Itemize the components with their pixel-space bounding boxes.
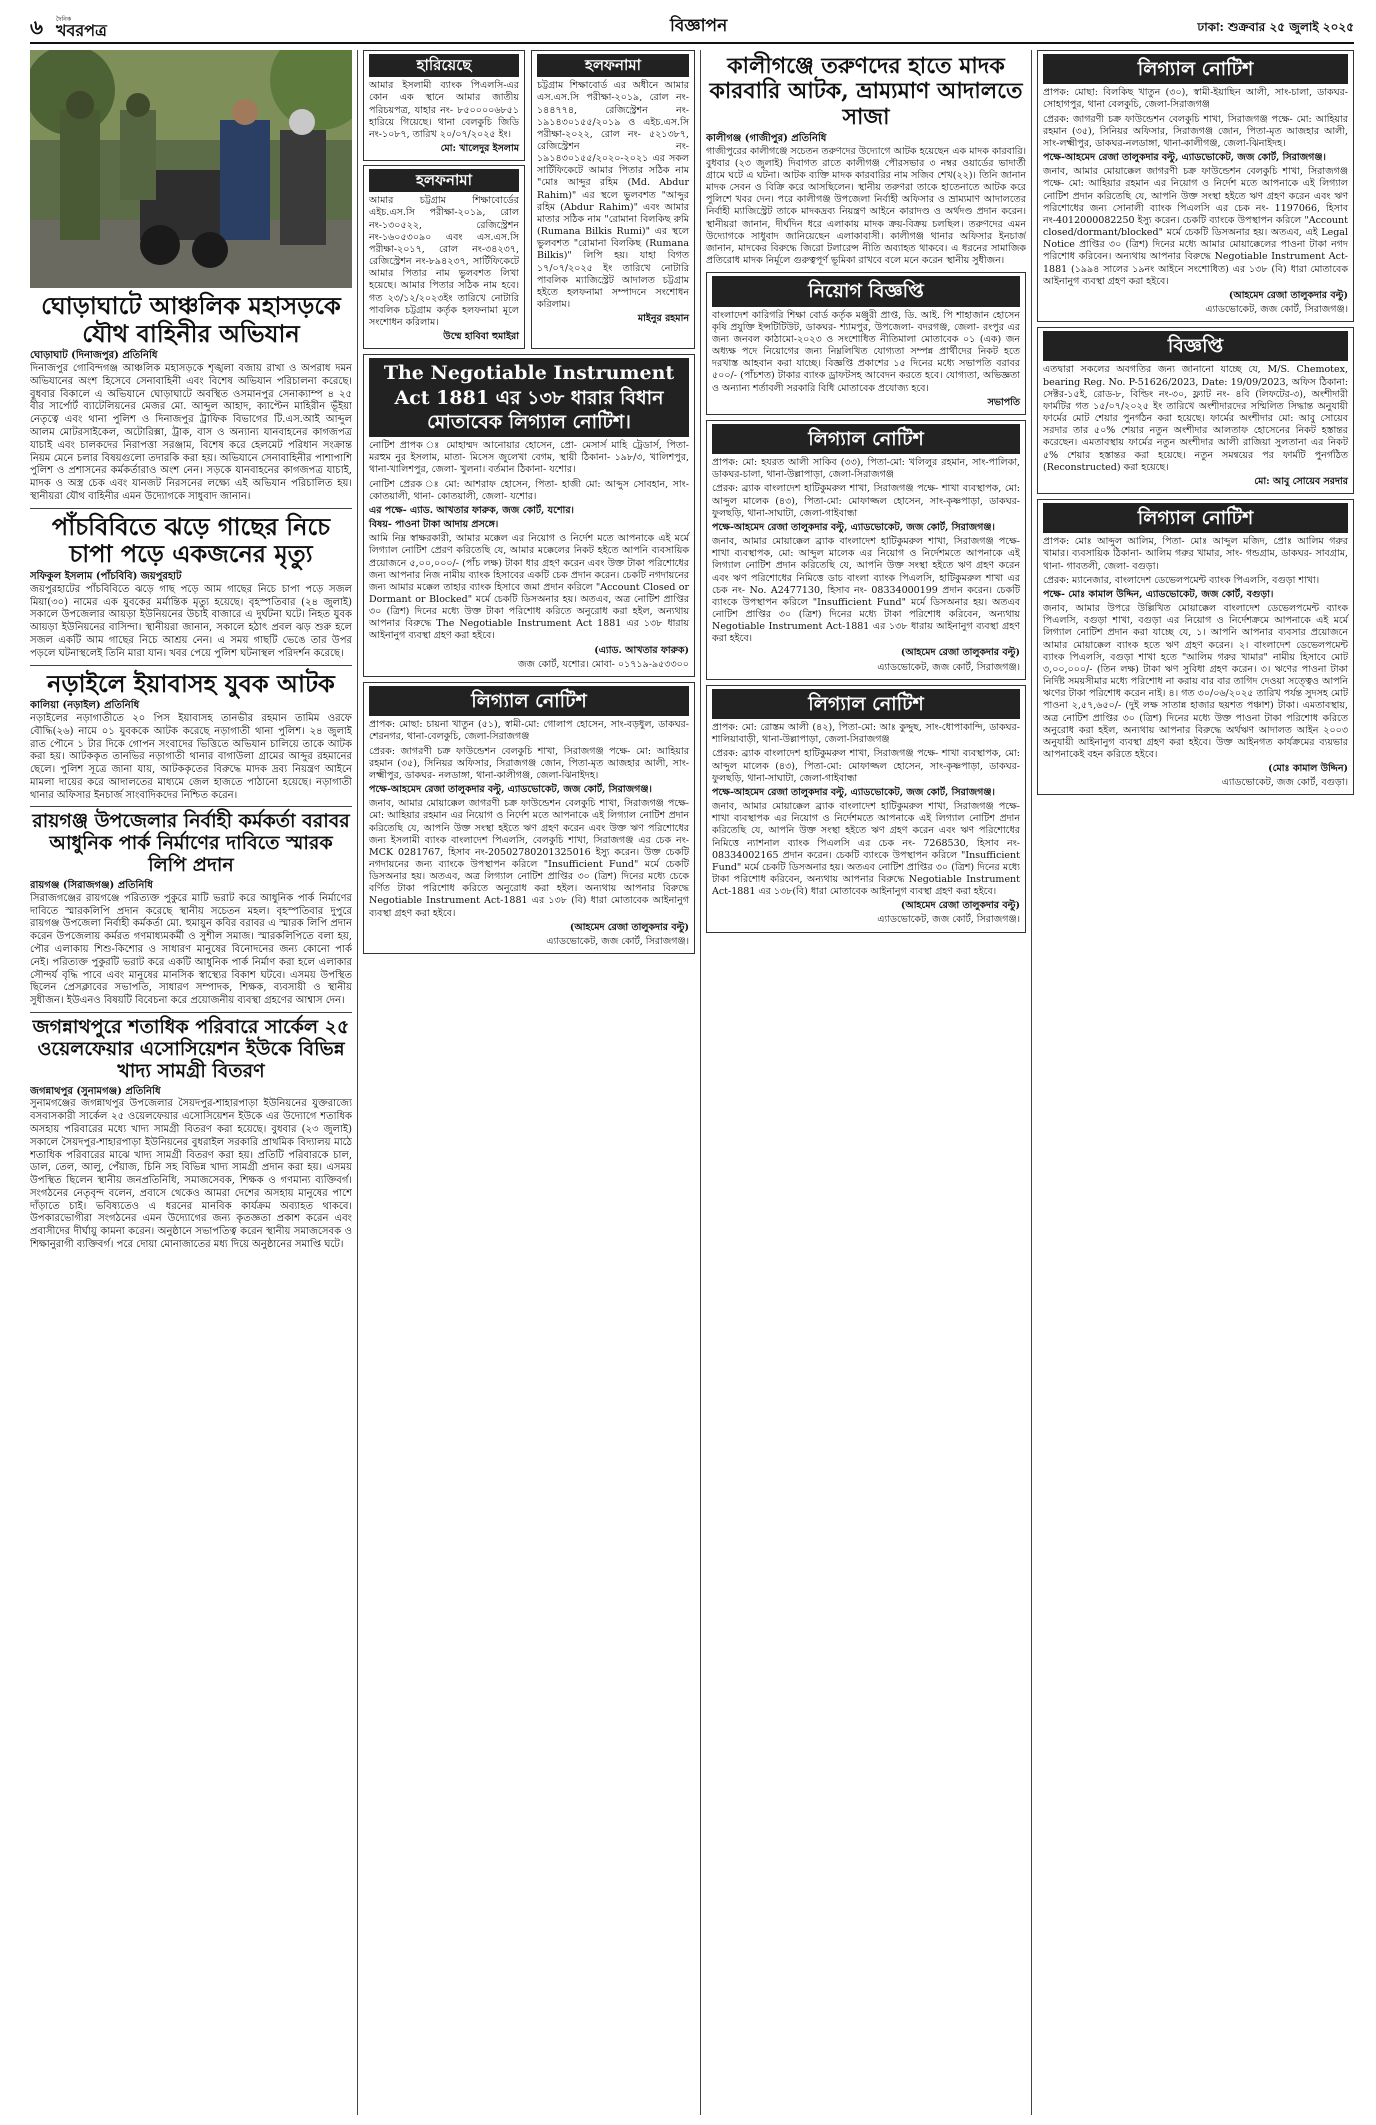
recruitment-notice [706,272,1026,415]
legal-4-lawyer: পক্ষে-আহমেদ রেজা তালুকদার বল্টু, এ্যাডভোকেট, জজ কোর্ট, সিরাজগঞ্জ। [1043,152,1326,164]
legal-3-signature: (আহমেদ রেজা তালুকদার বল্টু) [900,900,1020,912]
byline-narail: কালিয়া (নড়াইল) প্রতিনিধি [30,700,140,712]
public-notice-signature: মো: আবু সোয়েব সরদার [1254,475,1348,487]
divider [30,508,352,509]
nia-receiver: নোটিশ প্রাপক ঃ মোহাম্মদ আনোয়ার হোসেন, প্রো- মেসার্স মাহি ট্রেডার্স, পিতা- মরহুম নুর ইসলাম, মাতা- মিসেস জুলেখা বেগম, স্থায়ী ঠিকানা- ১৯৮/৩, খালিশপুর, থানা-খালিশপুর, জেলা- খুলনা। বর্তমান ঠিকানা- যশোর। [369,440,689,476]
divider [30,806,352,807]
nia-title: The Negotiable Instrument Act 1881 এর ১৩৮ ধারার বিধান মোতাবেক লিগ্যাল নোটিশ। [369,358,689,437]
column-2 [363,50,695,2115]
legal-5-receiver: প্রাপক: মোঃ আব্দুল আলিম, পিতা- মোঃ আব্দুল মজিদ, প্রোঃ আলিম গরুর খামার। ব্যবসায়িক ঠিকানা- আলিম গরুর খামার, সাং- গন্ডগ্রাম, ডাকঘর- সাবগ্রাম, থানা- গাবতলী, জেলা- বগুড়া। [1043,536,1348,572]
lost-notice-title: হারিয়েছে [369,54,519,77]
classified-row [363,50,695,349]
legal-1-receiver: প্রাপক: মোছা: চায়না খাতুন (৫১), স্বামী-মো: গোলাপ হোসেন, সাং-বড়ধুল, ডাকঘর- শেরনগর, থানা-বেলকুচি, জেলা-সিরাজগঞ্জ [369,719,689,743]
byline-panchbibi: সফিকুল ইসলাম (পাঁচবিবি) জয়পুরহাট [30,570,182,582]
affidavit-2-signature: মাইনুর রহমান [637,313,689,325]
lost-notice [363,50,525,161]
body-raiganj: সিরাজগঞ্জের রায়গঞ্জে পরিত্যক্ত পুকুরে মাটি ভরাট করে আধুনিক পার্ক নির্মাণের দাবিতে স্মারকলিপি প্রদান করেছে স্থানীয় সচেতন মহল। বৃহস্পতিবার দুপুরে রায়গঞ্জ উপজেলা নির্বাহী কর্মকর্তা মো. হুমায়ুন কবির বরাবর এ স্মারক লিপি প্রদান করেন উপজেলায় কর্মরত গণমাধ্যমকর্মী ও সুশীল সমাজ। স্মারকলিপিতে বলা হয়, পৌর এলাকায় শিশু-কিশোর ও সাধারণ মানুষের বিনোদনের জন্য কোনো পার্ক নেই। পরিত্যক্ত পুকুরটি ভরাট করে একটি আধুনিক পার্ক নির্মাণ করা হলে এলাকার সৌন্দর্য বৃদ্ধি পাবে এবং মানুষের মানসিক স্বাস্থ্যের বিকাশ ঘটবে। এসময় উপস্থিত ছিলেন প্রেসক্লাবের সভাপতি, সাধারণ সম্পাদক, শিক্ষক, ব্যবসায়ী ও স্থানীয় সুধীজন। ইউএনও বিষয়টি বিবেচনা করে প্রয়োজনীয় ব্যবস্থা গ্রহণের আশ্বাস দেন। [30,892,352,1007]
recruitment-body: বাংলাদেশ কারিগরি শিক্ষা বোর্ড কর্তৃক মঞ্জুরী প্রাপ্ত, ডি. আই. পি শাহাজান হোসেন কৃষি প্রযুক্তি ইন্সটিটিউট, ডাকঘর- শ্যামপুর, উপজেলা- বদরগঞ্জ, জেলা- রংপুর এর জন্য জনবল কাঠামো-২০২৩ ও সংশোধিত নীতিমালা মোতাবেক ০১ (এক) জন অধ্যক্ষ পদে নিয়োগের জন্য নিম্নলিখিত যোগ্যতা সম্পন্ন প্রার্থীদের নিকট হতে দরখাস্ত আহবান করা যাচ্ছে। বিজ্ঞপ্তি প্রকাশের ১৫ দিনের মধ্যে সভাপতি বরাবর ৫০০/- (পাঁচশত) টাকার ব্যাংক ড্রাফটসহ আবেদন করতে হবে। যোগ্যতা, অভিজ্ঞতা ও অন্যান্য শর্তাবলী সরকারি বিধি মোতাবেক প্রযোজ্য হবে। [712,309,1020,394]
affidavit-notice-1 [363,165,525,349]
body-narail: নড়াইলের নড়াগাতীতে ২০ পিস ইয়াবাসহ তানভীর রহমান তামিম ওরফে বৌদ্ধি(২৬) নামে ০১ যুবককে আটক করেছে নড়াগাতী থানা পুলিশ। ২৪ জুলাই রাত পৌনে ১ টার দিকে গোপন সংবাদের ভিত্তিতে অভিযান চালিয়ে তাকে আটক করা হয়। আটককৃত তানভির নড়াগাতী থানার বাগাউলা গ্রামের আব্দুর রহমানের ছেলে। পুলিশ সূত্রে জানা যায়, আটককৃতের বিরুদ্ধে মাদক দ্রব্য নিয়ন্ত্রণ আইনে মামলা দায়ের করে আদালতের মাধ্যমে জেল হাজতে পাঠানো হয়েছে। নড়াগাতী থানার অফিসার ইনচার্জ সাংবাদিকদের নিশ্চিত করেন। [30,712,352,801]
legal-4-sender: প্রেরক: জাগরণী চক্র ফাউন্ডেশন বেলকুচি শাখা, সিরাজগঞ্জ পক্ষে- মো: আহিয়ার রহমান (৩৫), সিনিয়র অফিসার, সিরাজগঞ্জ জোন, পিতা-মৃত আজহার আলী, সাং-লক্ষ্মীপুর, ডাকঘর-নলডাঙ্গা, থানা-কালীগঞ্জ, জেলা-ঝিনাইদহ। [1043,113,1348,149]
recruitment-signature: সভাপতি [987,396,1020,408]
section-title: বিজ্ঞাপন [670,16,728,36]
body-panchbibi: জয়পুরহাটের পাঁচবিবিতে ঝড়ে গাছ পড়ে আম গাছের নিচে চাপা পড়ে সজল মিয়া(৩০) নামের এক যুবকের মর্মান্তিক মৃত্যু হয়েছে। বৃহস্পতিবার (২৪ জুলাই) সকালে উপজেলার আয়ড়া ইউনিয়নের উচাই বাজারে এ দুর্ঘটনা ঘটে। নিহত যুবক আয়ড়া ইউনিয়নের বাসিন্দা। স্থানীয়রা জানান, সকালে হঠাৎ প্রবল ঝড় শুরু হলে সজল একটি আম গাছের নিচে আশ্রয় নেন। এ সময় গাছটি ভেঙে তার উপর পড়লে ঘটনাস্থলেই তিনি মারা যান। খবর পেয়ে পুলিশ ঘটনাস্থল পরিদর্শন করেছে। [30,583,352,659]
legal-1-title: লিগ্যাল নোটিশ [369,686,689,716]
headline-kaliganj: কালীগঞ্জে তরুণদের হাতে মাদক কারবারি আটক, ভ্রাম্যমাণ আদালতে সাজা [709,53,1023,130]
nia-signature-detail: জজ কোর্ট, যশোর। মোবা- ০১৭১৯-৯৫৩৩০০ [517,658,689,670]
columns [30,50,1354,2115]
masthead [30,14,1354,44]
legal-3-receiver: প্রাপক: মো: রোস্তম আলী (৪২), পিতা-মো: আঃ কুদ্দুছ, সাং-ধোপাকান্দি, ডাকঘর-শালিয়াবাড়ী, থানা-উল্লাপাড়া, জেলা-সিরাজগঞ্জ [712,722,1020,746]
legal-1-lawyer: পক্ষে-আহমেদ রেজা তালুকদার বল্টু, এ্যাডভোকেট, জজ কোর্ট, সিরাজগঞ্জ। [369,784,652,796]
legal-2-title: লিগ্যাল নোটিশ [712,424,1020,454]
body-ghoraghat: দিনাজপুর গোবিন্দগঞ্জ আঞ্চলিক মহাসড়কে শৃঙ্খলা বজায় রাখা ও অপরাধ দমন অভিযানের অংশ হিসেবে সেনাবাহিনী এবং বিশেষ অভিযান পরিচালনা করেছে। বুধবার বিকালে এ অভিযানে ঘোড়াঘাটে অবস্থিত ওসমানপুর সেনাক্যাম্প ৪ ২৫ বীর সার্পোর্ট ব্যাটেলিয়নের মেজর মো. আব্দুল আহাদ, ক্যাপ্টেন মাহিরীন ভূঁইয়া নেতৃত্বে এবং থানা পুলিশ ও দিনাজপুর ট্রাফিক বিভাগের টি.এস.আই আব্দুল আলম মোটরসাইকেল, অটোরিক্সা, ট্রাক, বাস ও অন্যান্য যানবাহনের কাগজপত্র যাচাই এবং চালকদের নিরাপত্তা সরঞ্জাম, বিশেষ করে হেলমেট পরিধান সংক্রান্ত নিয়ম মেনে চলার বিষয়গুলো তদারকি করা হয়। অভিযানে সেনাবাহিনীর পাশাপাশি পুলিশ ও প্রশাসনের কর্মকর্তারাও অংশ নেন। সড়কে যানবাহনের কাগজপত্র যাচাই, মাদক ও অস্ত্র চেক এবং যানজট নিরসনের লক্ষ্যে এই অভিযান পরিচালিত হয়। স্থানীয়রা যৌথ বাহিনীর এমন উদ্যোগকে সাধুবাদ জানান। [30,362,352,502]
affidavit-2-body: চট্টগ্রাম শিক্ষাবোর্ড এর অধীনে আমার এস.এস.সি পরীক্ষা-২০১৯, রোল নং- ১৪৪৭৭৪, রেজিস্ট্রেশন নং- ১৯১৪৩০১৫৫/২০১৯ ও এইচ.এস.সি পরীক্ষা-২০২২, রোল নং- ৫২১৩৮৭, রেজিস্ট্রেশন নং- ১৯১৪৩০১৫৫/২০২০-২০২১ এর সকল সার্টিফিকেটে আমার পিতার সঠিক নাম "মোঃ আব্দুর রহিম (Md. Abdur Rahim)" এর স্থলে ভুলবশত "আব্দুর রহিম (Abdur Rahim)" এবং আমার মাতার সঠিক নাম "রোমানা বিলকিছ রুমি (Rumana Bilkis Rumi)" এর স্থলে ভুলবশত "রোমানা বিলকিছ (Rumana Bilkis)" লিপি হয়। যাহা বিগত ১৭/০৭/২০২৫ ইং তারিখে নোটারি পাবলিক ম্যাজিস্ট্রেট আদালত চট্টগ্রাম হইতে হলফনামা সম্পাদনে সংশোধন করিলাম। [537,80,689,310]
legal-5-signature: (মোঃ কামাল উদ্দিন) [1268,763,1348,775]
public-notice [1037,327,1354,494]
logo-top: দৈনিক [56,16,72,23]
affidavit-1-body: আমার চট্টগ্রাম শিক্ষাবোর্ডের এইচ.এস.সি পরীক্ষা-২০১৯, রোল নং-১৩০৫২২, রেজিস্ট্রেশন নং-১৬০৫৩০৯০ এবং এস.এস.সি পরীক্ষা-২০১৭, রোল নং-৩৪২৩৭, রেজিস্ট্রেশন নং-৮৯৪২৩৭, সার্টিফিকেটে আমার পিতার নাম ভুলবশত লিখা হয়েছে। আমার পিতার সঠিক নাম হবে। গত ২৩/১২/২০২৩ইং তারিখে নোটারি পাবলিক চট্টগ্রাম কর্তৃক হলফনামা মূলে সংশোধন করিলাম। [369,195,519,328]
legal-5-lawyer: পক্ষে- মোঃ কামাল উদ্দিন, এ্যাডভোকেট, জজ কোর্ট, বগুড়া। [1043,588,1274,600]
column-4 [1037,50,1354,2115]
legal-notice-1 [363,682,695,954]
legal-5-signature-detail: এ্যাডভোকেট, জজ কোর্ট, বগুড়া। [1221,777,1348,789]
legal-2-signature-detail: এ্যাডভোকেট, জজ কোর্ট, সিরাজগঞ্জ। [877,661,1020,673]
logo-main: খবরপত্র [56,21,107,40]
legal-3-signature-detail: এ্যাডভোকেট, জজ কোর্ট, সিরাজগঞ্জ। [877,914,1020,926]
legal-5-title: লিগ্যাল নোটিশ [1043,503,1348,533]
photo-joint-forces-checkpoint [30,50,352,288]
byline-kaliganj: কালীগঞ্জ (গাজীপুর) প্রতিনিধি [706,132,827,144]
nia-signature: (এ্যাড. আখতার ফারুক) [594,644,689,656]
lost-notice-body: আমার ইসলামী ব্যাংক পিএলসি-এর কোন এক স্থানে আমার জাতীয় পরিচয়পত্র, যাহার নং- ৮৫০০০০৬৮৫১ হারিয়ে গিয়েছে। থানা বেলকুচি জিডি নং-১০৮৭, তারিখ ২০/০৭/২০২৫ ইং। [369,80,519,140]
legal-3-lawyer: পক্ষে-আহমেদ রেজা তালুকদার বল্টু, এ্যাডভোকেট, জজ কোর্ট, সিরাজগঞ্জ। [712,786,995,798]
affidavit-1-signature: উম্মে হাবিবা হুমাইরা [443,331,519,343]
headline-jagannathpur: জগন্নাথপুরে শতাধিক পরিবারে সার্কেল ২৫ ওয়েলফেয়ার এসোসিয়েশন ইউকে বিভিন্ন খাদ্য সামগ্রী বিতরণ [32,1015,350,1082]
dateline: ঢাকা: শুক্রবার ২৫ জুলাই ২০২৫ [1197,20,1354,34]
nia-body: আমি নিম্ন স্বাক্ষরকারী, আমার মক্কেল এর নিয়োগ ও নির্দেশ মতে আপনাকে এই মর্মে লিগ্যাল নোটিশ প্রেরণ করিতেছি যে, আমার মক্কেলের নিকট হইতে আপনি ব্যবসায়িক প্রয়োজনে ৫,০০,০০০/- (পাঁচ লক্ষ) টাকা ধার গ্রহণ করেন এবং উক্ত টাকা পরিশোধের জন্য আপনার নিজ নামীয় ব্যাংক হিসাবের একটি চেক প্রদান করেন। চেকটি নগদায়নের জন্য আমার মক্কেল তাহার ব্যাংক হিসাবে জমা প্রদান করিলে "Account Closed or Dormant or Blocked" মর্মে চেকটি ডিসঅনার হয়। অতএব, অত্র নোটিশ প্রাপ্তির ৩০ (ত্রিশ) দিনের মধ্যে উক্ত টাকা পরিশোধ করিতে অনুরোধ করা হইল, অন্যথায় আপনার বিরুদ্ধে The Negotiable Instrument Act 1881 এর ১৩৮ ধারায় আইনানুগ ব্যবস্থা গ্রহণ করা হইবে। [369,533,689,642]
legal-notice-5 [1037,499,1354,795]
column-3 [706,50,1026,2115]
public-notice-body: এতদ্বারা সকলের অবগতির জন্য জানানো যাচ্ছে যে, M/S. Chemotex, bearing Reg. No. P-51626/2023, Date: 19/09/2023, অফিস ঠিকানা: সেক্টর-১৫ই, রোড-৮, বিল্ডিং নং-৩০, ফ্ল্যাট নং- ৪বি (লিফটের-৩), অংশীদারী ফার্মটির গত ১৫/০৭/২০২৫ ইং তারিখে অংশীদারদের সম্মিলিত সিদ্ধান্ত অনুযায়ী ফার্মের মোট শেয়ার পুনর্গঠন করা হয়েছে। ফার্মের অংশীদার মো: আবু সোয়েব সরদার তার ৫০% শেয়ার নতুন অংশীদার আলতাফ হোসেনের নিকট হস্তান্তর করেছেন। এমতাবস্থায় ফার্মের নতুন অংশীদার আলী রাজিয়া সুলতানা এর নিকট ৫% শেয়ার হস্তান্তর করা হয়েছে। নতুন সমন্বয়ের পর ফার্মটি পুনর্গঠিত (Reconstructed) করা হয়েছে। [1043,364,1348,473]
news-photo [30,50,352,288]
nia-sender: নোটিশ প্রেরক ঃ মো: আশরাফ হোসেন, পিতা- হাজী মো: আব্দুস সোবহান, সাং- কোতয়ালী, থানা- কোতয়ালী, জেলা- যশোর। [369,478,689,502]
left-classifieds [363,50,525,349]
legal-1-body: জনাব, আমার মোয়াক্কেল জাগরণী চক্র ফাউন্ডেশন বেলকুচি শাখা, সিরাজগঞ্জ পক্ষে- মো: আহিয়ার রহমান এর নিয়োগ ও নির্দেশ মতে আপনাকে এই লিগ্যাল নোটিশ প্রদান করিতেছি যে, আপনি উক্ত সংস্থা হইতে ঋণ গ্রহণ করেন এবং উক্ত ঋণ পরিশোধের জন্য ইসলামী ব্যাংক বাংলাদেশ পিএলসি, বেলকুচি শাখা, সিরাজগঞ্জ এর চেক নং- MCK 0281767, হিসাব নং-20502780201325016 ইস্যু করেন। উক্ত চেকটি নগদায়নের জন্য ব্যাংকে উপস্থাপন করিলে "Insufficient Fund" মর্মে চেকটি ডিসঅনার হয়। অতএব, অত্র লিগ্যাল নোটিশ প্রাপ্তির ৩০ (ত্রিশ) দিনের মধ্যে চেকে বর্ণিত টাকা পরিশোধ করিতে অনুরোধ করা হইল। অন্যথায় আপনার বিরুদ্ধে Negotiable Instrument Act-1881 এর ১৩৮ (বি) ধারা মোতাবেক আইনানুগ ব্যবস্থা গ্রহণ করা হইবে। [369,798,689,919]
lost-notice-signature: মো: খালেদুর ইসলাম [440,142,519,154]
legal-1-sender: প্রেরক: জাগরণী চক্র ফাউন্ডেশন বেলকুচি শাখা, সিরাজগঞ্জ পক্ষে- মো: আহিয়ার রহমান (৩৫), সিনিয়র অফিসার, সিরাজগঞ্জ জোন, পিতা-মৃত আজহার আলী, সাং-লক্ষ্মীপুর, ডাকঘর- নলডাঙ্গা, থানা-কালীগঞ্জ, জেলা-ঝিনাইদহ। [369,745,689,781]
column-rule [1031,50,1032,2115]
legal-2-receiver: প্রাপক: মো: হযরত আলী সাকিব (৩৩), পিতা-মো: খলিলুর রহমান, সাং-পালিকা, ডাকঘর-চালা, থানা-উল্লাপাড়া, জেলা-সিরাজগঞ্জ [712,457,1020,481]
divider [30,665,352,666]
legal-4-body: জনাব, আমার মোয়াক্কেল জাগরণী চক্র ফাউন্ডেশন বেলকুচি শাখা, সিরাজগঞ্জ পক্ষে- মো: আহিয়ার রহমান এর নিয়োগ ও নির্দেশ মতে আপনাকে এই লিগ্যাল নোটিশ প্রদান করিতেছি যে, আপনি উক্ত সংস্থা হইতে ঋণ গ্রহণ করেন এবং ঋণ পরিশোধের জন্য সোনালী ব্যাংক পিএলসি এর চেক নং- 1197066, হিসাব নং-4012000082250 ইস্যু করেন। চেকটি ব্যাংকে উপস্থাপন করিলে "Account closed/dormant/blocked" মর্মে চেকটি ডিসঅনার হয়। অতএব, এই Legal Notice প্রাপ্তির ৩০ (ত্রিশ) দিনের মধ্যে আমার মোয়াক্কেলের পাওনা টাকা নগদ পরিশোধ করিবেন। অন্যথায় আপনার বিরুদ্ধে Negotiable Instrument Act-1881 (১৯৯৪ সালের ১৯নং আইনে সংশোধিত) এর ১৩৮ (বি) ধারা মোতাবেক আইনানুগ ব্যবস্থা গ্রহণ করা হইবে। [1043,166,1348,287]
legal-4-signature: (আহমেদ রেজা তালুকদার বল্টু) [1228,289,1348,301]
legal-2-body: জনাব, আমার মোয়াক্কেল ব্র্যাক বাংলাদেশ হাটিকুমরুল শাখা, সিরাজগঞ্জ পক্ষে- শাখা ব্যবস্থাপক, মো: আব্দুল মালেক এর নিয়োগ ও নির্দেশমতে আপনাকে এই লিগ্যাল নোটিশ প্রদান করিতেছি যে, আপনি উক্ত সংস্থা হইতে ঋণ গ্রহণ করেন এবং ঋণ পরিশোধের নিমিত্তে ডাচ বাংলা ব্যাংক পিএলসি, হাটিকুমরুল শাখা এর চেক নং- No. A2477130, হিসাব নং- 08334000199 প্রদান করেন। চেকটি ব্যাংকে উপস্থাপন করিলে "Insufficient Fund" মর্মে ডিসঅনার হয়। অতএব নোটিশ প্রাপ্তির ৩০ (ত্রিশ) দিনের মধ্যে টাকা পরিশোধ করিবেন, অন্যথায় Negotiable Instrument Act-1881 এর ১৩৮ ধারায় আইনানুগ ব্যবস্থা গ্রহণ করা হইবে। [712,536,1020,645]
headline-raiganj: রায়গঞ্জ উপজেলার নির্বাহী কর্মকর্তা বরাবর আধুনিক পার্ক নির্মাণের দাবিতে স্মারক লিপি প্রদান [32,810,350,877]
column-1 [30,50,352,2115]
column-rule [357,50,358,2115]
legal-2-signature: (আহমেদ রেজা তালুকদার বল্টু) [900,647,1020,659]
byline-raiganj: রায়গঞ্জ (সিরাজগঞ্জ) প্রতিনিধি [30,880,153,892]
body-jagannathpur: সুনামগঞ্জের জগন্নাথপুর উপজেলার সৈয়দপুর-শাহারপাড়া ইউনিয়নের যুক্তরাজ্যে বসবাসকারী সার্কেল ২৫ ওয়েলফেয়ার এসোসিয়েশন ইউকে এর উদ্যোগে শতাধিক অসহায় পরিবারের মধ্যে খাদ্য সামগ্রী বিতরণ করা হয়েছে। বুধবার (২৩ জুলাই) সকালে সৈয়দপুর-শাহারপাড়া ইউনিয়নের বুধরাইল সরকারি প্রাথমিক বিদ্যালয় মাঠে শতাধিক পরিবারের মাঝে খাদ্য সামগ্রী বিতরণ করা হয়। প্রতিটি পরিবারকে চাল, ডাল, তেল, আলু, পেঁয়াজ, চিনি সহ বিভিন্ন খাদ্য সামগ্রী প্রদান করা হয়। এসময় উপস্থিত ছিলেন স্থানীয় জনপ্রতিনিধি, সমাজসেবক, শিক্ষক ও গণমান্য ব্যক্তিবর্গ। সংগঠনের নেতৃবৃন্দ বলেন, প্রবাসে থেকেও আমরা দেশের অসহায় মানুষের পাশে দাঁড়াতে চাই। ভবিষ্যতেও এ ধরনের মানবিক কার্যক্রম অব্যাহত থাকবে। উপকারভোগীরা সংগঠনের এমন উদ্যোগের জন্য কৃতজ্ঞতা প্রকাশ করেন এবং প্রবাসীদের দীর্ঘায়ু কামনা করেন। অনুষ্ঠানে সভাপতিত্ব করেন স্থানীয় সমাজসেবক ও শিক্ষানুরাগী ব্যক্তিবর্গ। পরে দোয়া মোনাজাতের মধ্য দিয়ে অনুষ্ঠানের সমাপ্তি ঘটে। [30,1098,352,1251]
legal-1-signature-detail: এ্যাডভোকেট, জজ কোর্ট, সিরাজগঞ্জ। [546,935,689,947]
affidavit-2-title: হলফনামা [537,54,689,77]
legal-4-receiver: প্রাপক: মোছা: বিলকিছ খাতুন (৩০), স্বামী-ইয়াছিন আলী, সাং-চালা, ডাকঘর-সোহাগপুর, থানা বেলকুচি, জেলা-সিরাজগঞ্জ [1043,87,1348,111]
body-kaliganj: গাজীপুরের কালীগঞ্জে সচেতন তরুণদের উদ্যোগে আটক হয়েছেন এক মাদক কারবারি। বুধবার (২৩ জুলাই) দিবাগত রাতে কালীগঞ্জ পৌরসভার ৩ নম্বর ওয়ার্ডের ভাদার্তী গ্রামে ঘটে এ ঘটনা। আটক ব্যক্তি মাদক কারবারির নাম সজিব শেখ(২২)। তিনি জানান মাদক সেবন ও বিক্রি করে আসছিলেন। স্থানীয় তরুণরা তাকে হাতেনাতে আটক করে পুলিশে খবর দেন। পরে কালীগঞ্জ উপজেলা নির্বাহী অফিসার ও ভ্রাম্যমাণ আদালতের নির্বাহী ম্যাজিস্ট্রেট তাকে মাদকদ্রব্য নিয়ন্ত্রণ আইনে কারাদণ্ড ও অর্থদণ্ড প্রদান করেন। স্থানীয়রা জানান, দীর্ঘদিন ধরে এলাকায় মাদক ক্রয়-বিক্রয় চলছিল। তরুণদের এমন উদ্যোগকে সাধুবাদ জানিয়েছেন এলাকাবাসী। কালীগঞ্জ থানার অফিসার ইনচার্জ জানান, মাদকের বিরুদ্ধে জিরো টলারেন্স নীতি অব্যাহত থাকবে। এ ধরনের সামাজিক প্রতিরোধ মাদক নির্মূলে গুরুত্বপূর্ণ ভূমিকা রাখবে বলে মনে করেন স্থানীয় সুধীজন। [706,145,1026,267]
legal-5-body: জনাব, আমার উপরে উল্লিখিত মোয়াক্কেল বাংলাদেশ ডেভেলপমেন্ট ব্যাংক পিএলসি, বগুড়া শাখা, বগুড়া এর নিয়োগ ও নির্দেশক্রমে আপনাকে এই মর্মে লিগ্যাল নোটিশ প্রদান করা যাচ্ছে যে, ১। আপনি আপনার ব্যবসার প্রয়োজনে আমার মোয়াক্কেল ব্যাংক হতে ঋণ গ্রহণ করেন। ২। বাংলাদেশ ডেভেলপমেন্ট ব্যাংক পিএলসি, বগুড়া শাখা হতে "আলিম গরুর খামার" নামীয় হিসাবে মোট ৩,০০,০০০/- (তিন লক্ষ) টাকা ঋণ সুবিধা গ্রহণ করেন। ৩। ঋণের পাওনা টাকা নির্দিষ্ট সময়সীমার মধ্যে পরিশোধ না করায় বার বার তাগিদ দেওয়া সত্ত্বেও আপনি ঋণের টাকা পরিশোধ করেন নাই। ৪। গত ৩০/০৬/২০২৫ তারিখ পর্যন্ত সুদসহ মোট পাওনা ২,৫৭,৬৫০/- (দুই লক্ষ সাতান্ন হাজার ছয়শত পঞ্চাশ) টাকা। এমতাবস্থায়, অত্র নোটিশ প্রাপ্তির ৩০ (ত্রিশ) দিনের মধ্যে উক্ত পাওনা টাকা পরিশোধ করিতে অনুরোধ করা হইল, অন্যথায় আপনার বিরুদ্ধে অর্থঋণ আদালত আইন ২০০৩ অনুযায়ী আইনানুগ ব্যবস্থা গ্রহণ করা হইবে। উক্ত আইনগত কার্যক্রমের ব্যয়ভার আপনাকেই বহন করিতে হইবে। [1043,603,1348,760]
legal-4-title: লিগ্যাল নোটিশ [1043,54,1348,84]
legal-5-sender: প্রেরক: ম্যানেজার, বাংলাদেশ ডেভেলপমেন্ট ব্যাংক পিএলসি, বগুড়া শাখা। [1043,574,1320,586]
legal-notice-3 [706,685,1026,933]
column-rule [700,50,701,2115]
legal-3-title: লিগ্যাল নোটিশ [712,689,1020,719]
legal-notice-2 [706,420,1026,680]
recruitment-title: নিয়োগ বিজ্ঞপ্তি [712,276,1020,306]
affidavit-1-title: হলফনামা [369,169,519,192]
nia-subject: বিষয়- পাওনা টাকা আদায় প্রসঙ্গে। [369,519,499,531]
nia-via: এর পক্ষে- এ্যাড. আখতার ফারুক, জজ কোর্ট, যশোর। [369,504,574,516]
divider [30,1012,352,1013]
page-number: ৬ [30,15,44,40]
legal-1-signature: (আহমেদ রেজা তালুকদার বল্টু) [569,921,689,933]
affidavit-notice-2 [531,50,695,349]
headline-ghoraghat: ঘোড়াঘাটে আঞ্চলিক মহাসড়কে যৌথ বাহিনীর অভিযান [41,291,341,348]
legal-3-sender: প্রেরক: ব্র্যাক বাংলাদেশ হাটিকুমরুল শাখা, সিরাজগঞ্জ পক্ষে- শাখা ব্যবস্থাপক, মো: আব্দুল মালেক (৪৩), পিতা-মো: মোফাজ্জল হোসেন, সাং-কৃষ্ণপাড়া, ডাকঘর-ফুলছড়ি, থানা-সাঘাটা, জেলা-গাইবান্ধা [712,748,1020,784]
headline-narail: নড়াইলে ইয়াবাসহ যুবক আটক [47,668,335,698]
legal-notice-4 [1037,50,1354,322]
public-notice-title: বিজ্ঞপ্তি [1043,331,1348,361]
legal-4-signature-detail: এ্যাডভোকেট, জজ কোর্ট, সিরাজগঞ্জ। [1205,303,1348,315]
byline-ghoraghat: ঘোড়াঘাট (দিনাজপুর) প্রতিনিধি [30,350,158,362]
legal-2-sender: প্রেরক: ব্র্যাক বাংলাদেশ হাটিকুমরুল শাখা, সিরাজগঞ্জ পক্ষে- শাখা ব্যবস্থাপক, মো: আব্দুল মালেক (৪৩), পিতা-মো: মোফাজ্জল হোসেন, সাং-কৃষ্ণপাড়া, ডাকঘর-ফুলছড়ি, থানা-সাঘাটা, জেলা-গাইবান্ধা [712,483,1020,519]
newspaper-logo [56,14,112,42]
nia-legal-notice [363,354,695,677]
legal-2-lawyer: পক্ষে-আহমেদ রেজা তালুকদার বল্টু, এ্যাডভোকেট, জজ কোর্ট, সিরাজগঞ্জ। [712,521,995,533]
legal-3-body: জনাব, আমার মোয়াক্কেল ব্র্যাক বাংলাদেশ হাটিকুমরুল শাখা, সিরাজগঞ্জ পক্ষে- শাখা ব্যবস্থাপক এর নিয়োগ ও নির্দেশমতে আপনাকে এই লিগ্যাল নোটিশ প্রদান করিতেছি যে, আপনি উক্ত সংস্থা হইতে ঋণ গ্রহণ করেন এবং ঋণ পরিশোধের নিমিত্তে ন্যাশনাল ব্যাংক পিএলসি এর চেক নং- 7268530, হিসাব নং- 08334002165 প্রদান করেন। চেকটি ব্যাংকে উপস্থাপন করিলে "Insufficient Fund" মর্মে চেকটি ডিসঅনার হয়। অতএব নোটিশ প্রাপ্তির ৩০ (ত্রিশ) দিনের মধ্যে টাকা পরিশোধ করিবেন, অন্যথায় আপনার বিরুদ্ধে Negotiable Instrument Act-1881 এর ১৩৮(বি) ধারা মোতাবেক আইনানুগ ব্যবস্থা গ্রহণ করা হইবে। [712,801,1020,898]
headline-panchbibi: পাঁচবিবিতে ঝড়ে গাছের নিচে চাপা পড়ে একজনের মৃত্যু [51,511,331,569]
byline-jagannathpur: জগন্নাথপুর (সুনামগঞ্জ) প্রতিনিধি [30,1085,161,1097]
